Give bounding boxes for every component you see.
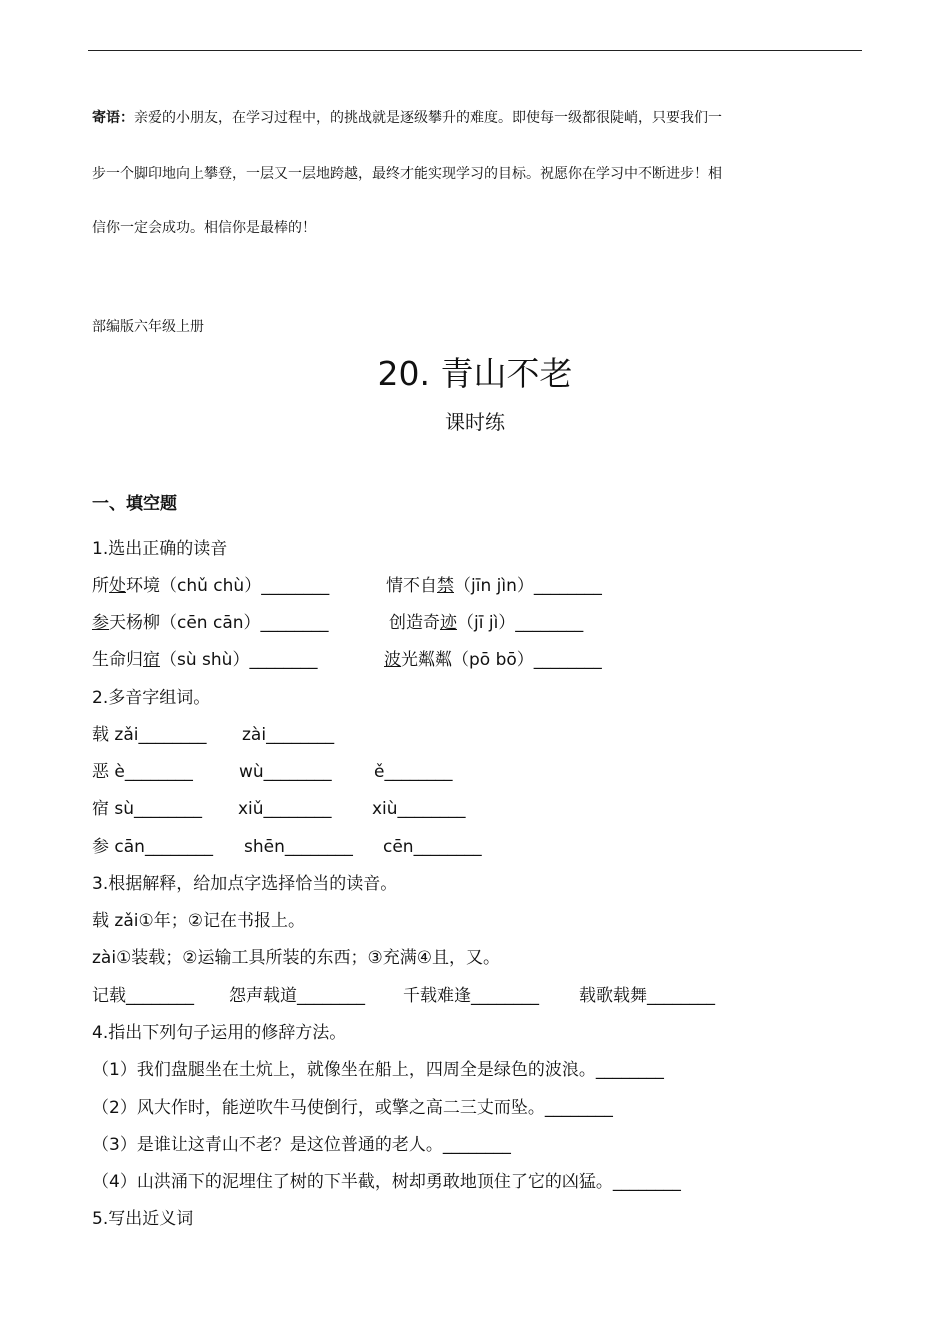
q2-item: 载 zǎi________ bbox=[92, 725, 207, 745]
jiyu-line-2: 步一个脚印地向上攀登，一层又一层地跨越，最终才能实现学习的目标。祝愿你在学习中不断进步！相 bbox=[92, 166, 722, 182]
q4-item: （3）是谁让这青山不老？是这位普通的老人。________ bbox=[92, 1135, 511, 1155]
header-rule bbox=[88, 50, 862, 51]
q4-item: （4）山洪涌下的泥埋住了树的下半截，树却勇敢地顶住了它的凶猛。________ bbox=[92, 1172, 681, 1192]
q3-def-2: zài①装载；②运输工具所装的东西；③充满④且，又。 bbox=[92, 948, 501, 968]
q3-def-1: 载 zǎi①年；②记在书报上。 bbox=[92, 911, 305, 931]
q2-item: 宿 sù________ bbox=[92, 799, 203, 819]
q2-item: wù________ bbox=[239, 762, 332, 782]
jiyu-label: 寄语： bbox=[92, 110, 134, 126]
q2-item: ě________ bbox=[374, 762, 453, 782]
page-subtitle: 课时练 bbox=[445, 410, 505, 434]
section-heading: 一、填空题 bbox=[92, 494, 177, 514]
q1-item: 参天杨柳（cēn cān）________ bbox=[92, 613, 329, 633]
q3-item: 载歌载舞________ bbox=[579, 986, 715, 1006]
q1-stem: 1.选出正确的读音 bbox=[92, 539, 228, 559]
page-title: 20. 青山不老 bbox=[377, 354, 573, 393]
q3-item: 记载________ bbox=[92, 986, 194, 1006]
q5-stem: 5.写出近义词 bbox=[92, 1209, 194, 1229]
q2-stem: 2.多音字组词。 bbox=[92, 688, 211, 708]
jiyu-line-3: 信你一定会成功。相信你是最棒的！ bbox=[92, 220, 316, 236]
q1-item: 所处环境（chǔ chù）________ bbox=[92, 576, 330, 596]
q4-item: （1）我们盘腿坐在土炕上，就像坐在船上，四周全是绿色的波浪。________ bbox=[92, 1060, 664, 1080]
q1-item: 生命归宿（sù shù）________ bbox=[92, 650, 318, 670]
q2-item: shēn________ bbox=[244, 837, 353, 857]
q1-item: 波光粼粼（pō bō）________ bbox=[384, 650, 602, 670]
q4-stem: 4.指出下列句子运用的修辞方法。 bbox=[92, 1023, 347, 1043]
q3-stem: 3.根据解释，给加点字选择恰当的读音。 bbox=[92, 874, 398, 894]
jiyu-line-1: 寄语：亲爱的小朋友，在学习过程中，的挑战就是逐级攀升的难度。即使每一级都很陡峭，只要我们一 bbox=[92, 110, 722, 126]
q4-item: （2）风大作时，能逆吹牛马使倒行，或擎之高二三丈而坠。________ bbox=[92, 1098, 613, 1118]
q3-item: 怨声载道________ bbox=[229, 986, 365, 1006]
edition-label: 部编版六年级上册 bbox=[92, 319, 204, 335]
q2-item: 参 cān________ bbox=[92, 837, 213, 857]
q1-item: 创造奇迹（jī jì）________ bbox=[389, 613, 584, 633]
q2-item: cēn________ bbox=[383, 837, 482, 857]
q2-item: zài________ bbox=[242, 725, 335, 745]
q2-item: 恶 è________ bbox=[92, 762, 193, 782]
q2-item: xiǔ________ bbox=[238, 799, 332, 819]
q3-item: 千载难逢________ bbox=[403, 986, 539, 1006]
q2-item: xiù________ bbox=[372, 799, 466, 819]
q1-item: 情不自禁（jīn jìn）________ bbox=[386, 576, 602, 596]
